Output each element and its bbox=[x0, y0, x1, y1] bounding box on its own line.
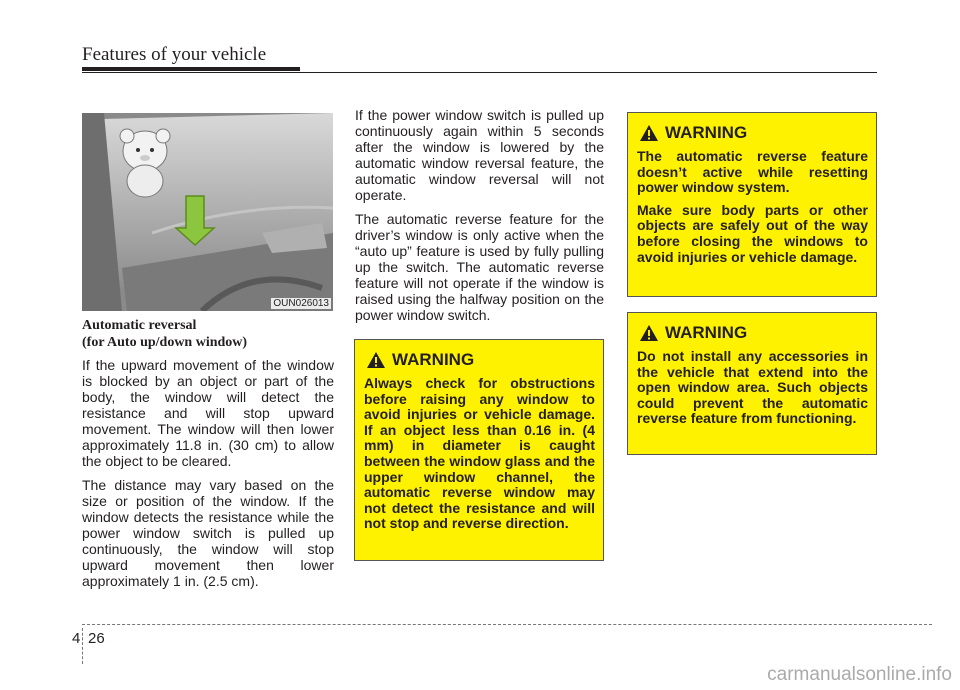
warning-title: WARNING bbox=[665, 123, 748, 142]
figure-code: OUN026013 bbox=[273, 298, 329, 309]
car-window-photo bbox=[82, 113, 333, 311]
warning-triangle-icon bbox=[639, 124, 659, 142]
window-illustration bbox=[82, 113, 333, 311]
page-number: 26 bbox=[88, 630, 105, 647]
warning-box-reset bbox=[627, 112, 877, 297]
warning-text: Do not install any accessories in the vehicle that extend into the open window area. Such objects could prevent the automatic reverse feature from functioning. bbox=[637, 348, 868, 427]
warning-text: The automatic reverse feature doesn’t active while resetting power window system. bbox=[637, 148, 868, 196]
body-paragraph: The distance may vary based on the size or position of the window. If the window detects the resistance while the power window switch is pulled up continuously, the window will stop upward movement then lower approximately 1 in. (2.5 cm). bbox=[82, 477, 334, 589]
warning-triangle-icon bbox=[366, 351, 386, 369]
warning-triangle-icon bbox=[639, 324, 659, 342]
body-paragraph: If the upward movement of the window is blocked by an object or part of the body, the window will detect the resistance and will stop upward movement. The window will then lower approximately 11.8 in. (30 cm) to allow the object to be cleared. bbox=[82, 357, 334, 469]
header-divider bbox=[82, 72, 877, 73]
automatic-reversal-section bbox=[82, 317, 334, 597]
section-heading: Automatic reversal bbox=[82, 318, 197, 333]
footer-rule bbox=[82, 624, 932, 625]
watermark: carmanualsonline.info bbox=[767, 664, 952, 685]
header-rule bbox=[82, 67, 300, 71]
warning-box-accessories bbox=[627, 312, 877, 455]
page-header-title: Features of your vehicle bbox=[82, 44, 267, 65]
section-subheading: (for Auto up/down window) bbox=[82, 335, 248, 350]
body-paragraph: The automatic reverse feature for the driver’s window is only active when the “auto up” feature is used by fully pulling up the switch. The automatic reverse feature will not operate if the window is raised using the halfway position on the power window switch. bbox=[355, 211, 604, 323]
footer-separator bbox=[82, 628, 83, 664]
warning-box-obstructions bbox=[354, 339, 604, 561]
warning-text: Always check for obstructions before raising any window to avoid injuries or vehicle damage. If an object less than 0.16 in. (4 mm) in diameter is caught between the window glass and the upper window channel, the automatic reverse window may not detect the resistance and will not stop and reverse direction. bbox=[364, 375, 595, 532]
column-2-text bbox=[355, 107, 604, 331]
warning-text: Make sure body parts or other objects are safely out of the way before closing the windows to avoid injuries or vehicle damage. bbox=[637, 201, 868, 265]
warning-title: WARNING bbox=[392, 350, 475, 369]
warning-title: WARNING bbox=[665, 323, 748, 342]
body-paragraph: If the power window switch is pulled up continuously again within 5 seconds after the window is lowered by the automatic window reversal feature, the automatic window reversal will not operate. bbox=[355, 107, 604, 203]
chapter-number: 4 bbox=[72, 630, 81, 647]
